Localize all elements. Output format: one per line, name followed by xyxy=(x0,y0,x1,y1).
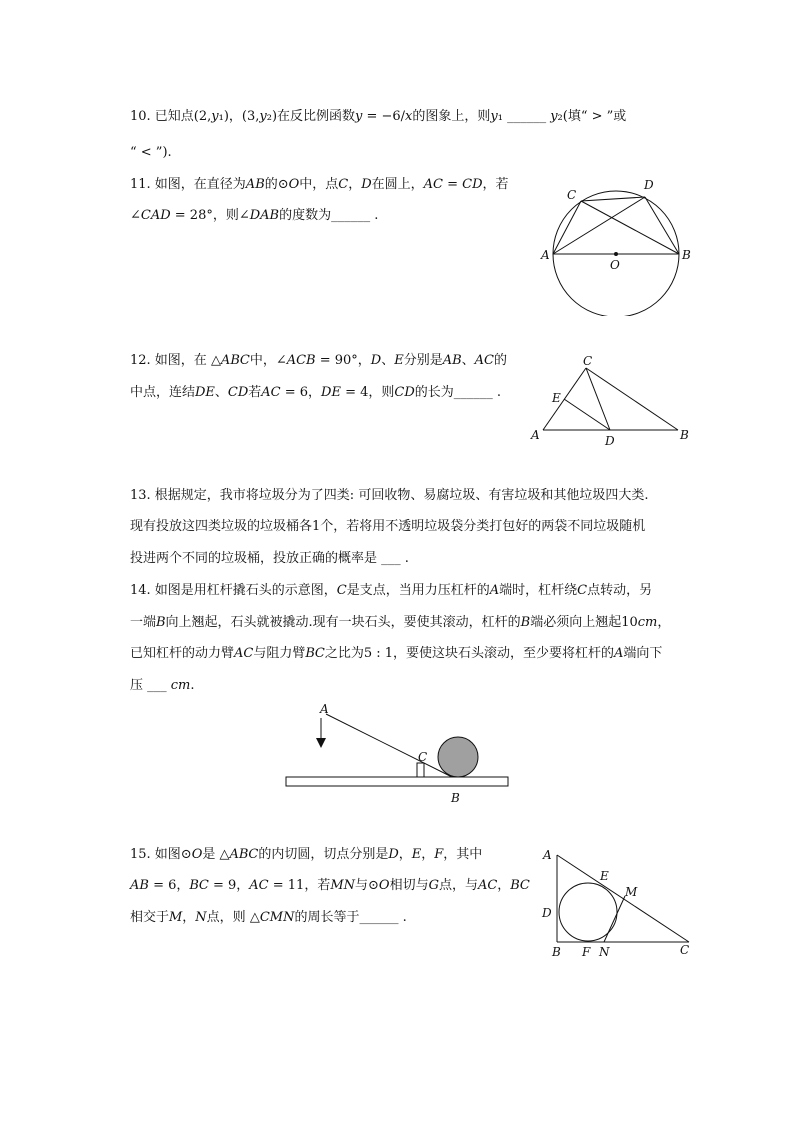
label-b: B xyxy=(451,791,460,805)
figure-11-circle-diagram xyxy=(538,176,698,316)
label-a: A xyxy=(541,248,550,262)
label-e: E xyxy=(600,869,609,883)
problem-13-line-1: 13. 根据规定，我市将垃圾分为了四类: 可回收物、易腐垃圾、有害垃圾和其他垃圾四大类. xyxy=(130,488,649,503)
label-c: C xyxy=(418,750,428,764)
side-cb xyxy=(586,368,678,430)
problem-12-line-1: 12. 如图，在 △𝐴𝐵𝐶中，∠𝐴𝐶𝐵 = 90°，𝐷、𝐸分别是𝐴𝐵、𝐴𝐶的 xyxy=(130,353,507,368)
label-a: A xyxy=(320,702,329,716)
label-d: D xyxy=(542,906,552,920)
problem-14-line-4: 压 ___ 𝑐𝑚. xyxy=(130,678,195,693)
problem-15-line-1: 15. 如图⊙𝑂是 △𝐴𝐵𝐶的内切圆，切点分别是𝐷，𝐸，𝐹，其中 xyxy=(130,847,483,862)
label-o: O xyxy=(610,258,620,272)
rock xyxy=(438,737,478,777)
label-m: M xyxy=(625,885,638,899)
label-e: E xyxy=(552,391,561,405)
label-a: A xyxy=(531,428,540,442)
chord-cd xyxy=(581,197,645,201)
figure-12-triangle-diagram xyxy=(528,352,698,450)
label-f: F xyxy=(582,945,591,959)
problem-10-line-2: “ < ”). xyxy=(130,145,172,160)
label-d: D xyxy=(644,178,654,192)
chord-db xyxy=(645,197,679,254)
ground-plank xyxy=(286,777,508,786)
problem-11-line-2: ∠𝐶𝐴𝐷 = 28°，则∠𝐷𝐴𝐵的度数为______ . xyxy=(130,208,379,223)
figure-14-lever-diagram xyxy=(280,700,520,810)
label-c: C xyxy=(680,943,690,957)
label-c: C xyxy=(583,354,593,368)
chord-ac xyxy=(553,201,581,254)
problem-10-line-1: 10. 已知点(2,𝑦₁)，(3,𝑦₂)在反比例函数𝑦 = −6/𝑥的图象上，则𝑦₁ ______ 𝑦₂(填“ > ”或 xyxy=(130,109,627,124)
center-point xyxy=(614,252,618,256)
label-b: B xyxy=(552,945,561,959)
problem-13-line-2: 现有投放这四类垃圾的垃圾桶各1个，若将用不透明垃圾袋分类打包好的两袋不同垃圾随机 xyxy=(130,519,646,534)
problem-15-line-3: 相交于𝑀，𝑁点，则 △𝐶𝑀𝑁的周长等于______ . xyxy=(130,910,407,925)
problem-11-line-1: 11. 如图，在直径为𝐴𝐵的⊙𝑂中，点𝐶，𝐷在圆上，𝐴𝐶 = 𝐶𝐷，若 xyxy=(130,177,509,192)
tangent-mn xyxy=(604,896,625,942)
label-b: B xyxy=(680,428,689,442)
problem-15-line-2: 𝐴𝐵 = 6，𝐵𝐶 = 9，𝐴𝐶 = 11，若𝑀𝑁与⊙𝑂相切与𝐺点，与𝐴𝐶，𝐵𝐶 xyxy=(130,878,530,893)
chord-ad xyxy=(553,197,645,254)
label-b: B xyxy=(682,248,691,262)
segment-de xyxy=(564,399,610,430)
problem-13-line-3: 投进两个不同的垃圾桶，投放正确的概率是 ___ . xyxy=(130,551,409,566)
segment-cd xyxy=(586,368,610,430)
label-d: D xyxy=(605,434,615,448)
label-a: A xyxy=(543,848,552,862)
label-c: C xyxy=(567,188,577,202)
figure-15-incircle-diagram xyxy=(538,845,698,965)
fulcrum-block xyxy=(417,763,424,777)
side-ac xyxy=(557,855,689,942)
force-arrow-head xyxy=(316,738,326,748)
problem-12-line-2: 中点，连结𝐷𝐸、𝐶𝐷若𝐴𝐶 = 6，𝐷𝐸 = 4，则𝐶𝐷的长为______ . xyxy=(130,385,502,400)
problem-14-line-2: 一端𝐵向上翘起，石头就被撬动.现有一块石头，要使其滚动，杠杆的𝐵端必须向上翘起10𝑐𝑚， xyxy=(130,615,671,630)
problem-14-line-1: 14. 如图是用杠杆撬石头的示意图，𝐶是支点，当用力压杠杆的𝐴端时，杠杆绕𝐶点转动，另 xyxy=(130,583,653,598)
lever-bar xyxy=(326,714,452,777)
label-n: N xyxy=(599,945,610,959)
problem-14-line-3: 已知杠杆的动力臂𝐴𝐶与阻力臂𝐵𝐶之比为5 : 1，要使这块石头滚动，至少要将杠杆的𝐴端向下 xyxy=(130,646,663,661)
